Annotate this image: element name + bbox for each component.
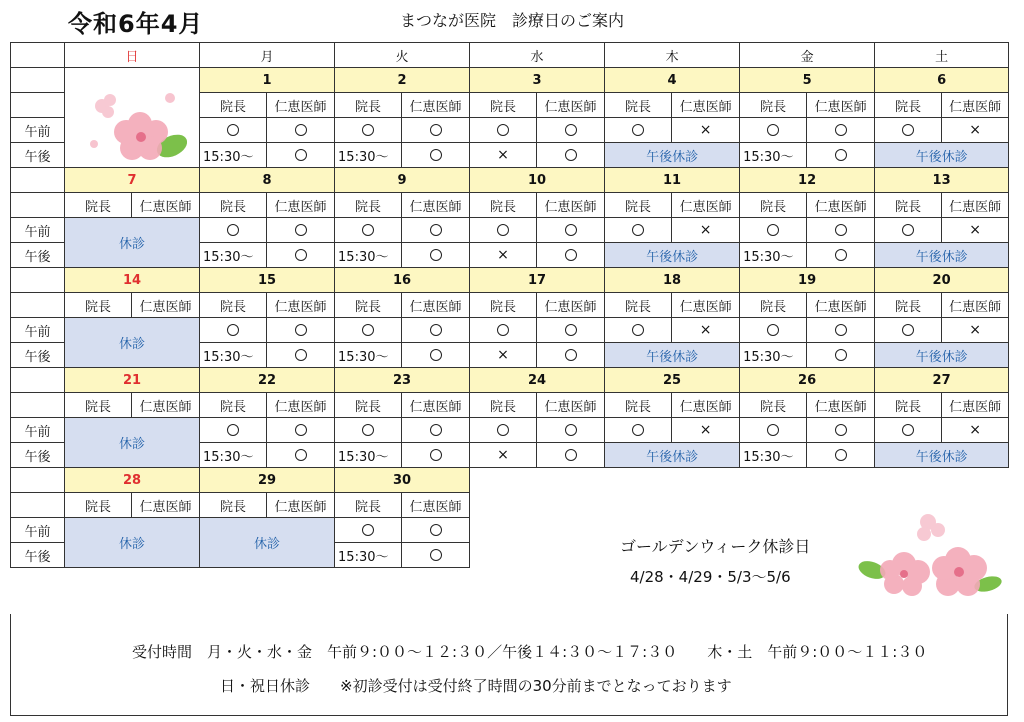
pm-start-time: 15:30〜 — [200, 343, 267, 368]
closed-days-note: 日・祝日休診 ※初診受付は受付終了時間の30分前までとなっております — [220, 677, 732, 695]
available-mark — [902, 224, 914, 236]
available-mark — [632, 324, 644, 336]
pm-start-time: 15:30〜 — [335, 443, 402, 468]
director-label: 院長 — [335, 493, 402, 518]
pm-doctor — [402, 543, 470, 568]
director-label: 院長 — [875, 293, 942, 318]
am-doctor — [672, 118, 740, 143]
date-cell: 3 — [470, 68, 605, 93]
reception-hours: 受付時間 月・火・水・金 午前９:００〜１２:３０／午後１４:３０〜１７:３０ 木・土 午前９:００〜１１:３０ — [132, 643, 928, 661]
closed-cell: 休診 — [200, 518, 335, 568]
date-cell: 24 — [470, 368, 605, 393]
doctor-label: 仁恵医師 — [942, 193, 1009, 218]
unavailable-mark: × — [969, 222, 981, 238]
unavailable-mark: × — [969, 322, 981, 338]
date-cell: 15 — [200, 268, 335, 293]
available-mark — [295, 149, 307, 161]
am-doctor — [942, 418, 1009, 443]
director-label: 院長 — [200, 193, 267, 218]
date-cell: 13 — [875, 168, 1009, 193]
date-cell: 27 — [875, 368, 1009, 393]
director-label: 院長 — [740, 193, 807, 218]
date-cell: 5 — [740, 68, 875, 93]
label-spacer — [11, 93, 65, 118]
am-director — [470, 418, 537, 443]
am-doctor — [807, 218, 875, 243]
director-label: 院長 — [65, 293, 132, 318]
pm-doctor — [267, 143, 335, 168]
director-label: 院長 — [605, 293, 672, 318]
available-mark — [632, 224, 644, 236]
day-header: 月 — [200, 43, 335, 68]
available-mark — [835, 249, 847, 261]
date-cell: 23 — [335, 368, 470, 393]
pm-doctor — [807, 143, 875, 168]
pm-start-time: 15:30〜 — [200, 143, 267, 168]
day-header: 日 — [65, 43, 200, 68]
available-mark — [902, 124, 914, 136]
am-doctor — [267, 418, 335, 443]
pm-start-time: 15:30〜 — [200, 243, 267, 268]
date-cell: 7 — [65, 168, 200, 193]
available-mark — [632, 124, 644, 136]
director-label: 院長 — [335, 393, 402, 418]
available-mark — [565, 349, 577, 361]
am-doctor — [807, 318, 875, 343]
available-mark — [362, 524, 374, 536]
am-doctor — [402, 318, 470, 343]
am-director — [605, 318, 672, 343]
available-mark — [295, 124, 307, 136]
director-label: 院長 — [200, 93, 267, 118]
label-spacer — [11, 493, 65, 518]
unavailable-mark: × — [497, 447, 509, 463]
director-label: 院長 — [875, 393, 942, 418]
director-label: 院長 — [335, 193, 402, 218]
available-mark — [565, 324, 577, 336]
golden-week-dates: 4/28・4/29・5/3〜5/6 — [630, 568, 791, 586]
director-label: 院長 — [470, 393, 537, 418]
doctor-label: 仁恵医師 — [672, 293, 740, 318]
date-cell: 18 — [605, 268, 740, 293]
pm-start-time: 15:30〜 — [740, 343, 807, 368]
am-director — [875, 318, 942, 343]
available-mark — [430, 124, 442, 136]
am-director — [740, 218, 807, 243]
am-doctor — [942, 318, 1009, 343]
label-spacer — [11, 368, 65, 393]
available-mark — [632, 424, 644, 436]
pm-closed-cell: 午後休診 — [875, 443, 1009, 468]
available-mark — [430, 224, 442, 236]
unavailable-mark: × — [497, 147, 509, 163]
pm-doctor — [807, 443, 875, 468]
available-mark — [835, 124, 847, 136]
director-label: 院長 — [335, 93, 402, 118]
available-mark — [565, 149, 577, 161]
am-director — [200, 418, 267, 443]
am-director — [470, 118, 537, 143]
label-spacer — [11, 468, 65, 493]
doctor-label: 仁恵医師 — [672, 193, 740, 218]
director-label: 院長 — [65, 493, 132, 518]
am-director — [335, 218, 402, 243]
director-label: 院長 — [335, 293, 402, 318]
director-label: 院長 — [200, 393, 267, 418]
available-mark — [767, 424, 779, 436]
director-label: 院長 — [200, 493, 267, 518]
available-mark — [835, 224, 847, 236]
available-mark — [497, 224, 509, 236]
pm-start-time: 15:30〜 — [740, 443, 807, 468]
unavailable-mark: × — [969, 122, 981, 138]
am-doctor — [807, 118, 875, 143]
date-cell: 4 — [605, 68, 740, 93]
page-title: 令和6年4月 — [68, 10, 204, 38]
date-cell: 19 — [740, 268, 875, 293]
doctor-label: 仁恵医師 — [267, 193, 335, 218]
director-label: 院長 — [65, 393, 132, 418]
pm-label: 午後 — [11, 343, 65, 368]
corner-cell — [11, 43, 65, 68]
available-mark — [295, 349, 307, 361]
closed-cell: 休診 — [65, 418, 200, 468]
available-mark — [430, 249, 442, 261]
unavailable-mark: × — [699, 322, 712, 338]
available-mark — [430, 524, 442, 536]
label-spacer — [11, 293, 65, 318]
pm-start-time: 15:30〜 — [335, 143, 402, 168]
pm-director — [470, 343, 537, 368]
pm-doctor — [267, 243, 335, 268]
director-label: 院長 — [470, 293, 537, 318]
day-header: 火 — [335, 43, 470, 68]
doctor-label: 仁恵医師 — [267, 93, 335, 118]
am-label: 午前 — [11, 218, 65, 243]
sakura-illustration-top — [80, 84, 192, 174]
doctor-label: 仁恵医師 — [672, 393, 740, 418]
available-mark — [295, 249, 307, 261]
am-director — [605, 418, 672, 443]
am-director — [605, 218, 672, 243]
date-cell: 11 — [605, 168, 740, 193]
doctor-label: 仁恵医師 — [267, 293, 335, 318]
doctor-label: 仁恵医師 — [537, 393, 605, 418]
pm-doctor — [807, 243, 875, 268]
am-director — [335, 418, 402, 443]
director-label: 院長 — [470, 93, 537, 118]
closed-cell: 休診 — [65, 318, 200, 368]
doctor-label: 仁恵医師 — [942, 293, 1009, 318]
available-mark — [767, 124, 779, 136]
date-cell: 30 — [335, 468, 470, 493]
available-mark — [902, 324, 914, 336]
available-mark — [565, 224, 577, 236]
date-cell: 26 — [740, 368, 875, 393]
pm-closed-cell: 午後休診 — [875, 143, 1009, 168]
date-cell: 14 — [65, 268, 200, 293]
doctor-label: 仁恵医師 — [807, 193, 875, 218]
am-label: 午前 — [11, 418, 65, 443]
available-mark — [362, 124, 374, 136]
available-mark — [835, 349, 847, 361]
available-mark — [430, 449, 442, 461]
am-director — [875, 118, 942, 143]
am-doctor — [402, 118, 470, 143]
available-mark — [227, 224, 239, 236]
available-mark — [295, 449, 307, 461]
pm-closed-cell: 午後休診 — [875, 243, 1009, 268]
am-director — [335, 118, 402, 143]
am-director — [875, 418, 942, 443]
pm-closed-cell: 午後休診 — [875, 343, 1009, 368]
doctor-label: 仁恵医師 — [672, 93, 740, 118]
date-cell: 1 — [200, 68, 335, 93]
director-label: 院長 — [605, 193, 672, 218]
available-mark — [227, 324, 239, 336]
doctor-label: 仁恵医師 — [132, 493, 200, 518]
pm-doctor — [402, 143, 470, 168]
doctor-label: 仁恵医師 — [132, 393, 200, 418]
pm-doctor — [267, 343, 335, 368]
am-doctor — [807, 418, 875, 443]
am-director — [605, 118, 672, 143]
am-doctor — [402, 418, 470, 443]
am-doctor — [537, 218, 605, 243]
date-cell: 25 — [605, 368, 740, 393]
pm-doctor — [267, 443, 335, 468]
available-mark — [767, 324, 779, 336]
director-label: 院長 — [605, 93, 672, 118]
available-mark — [227, 124, 239, 136]
golden-week-title: ゴールデンウィーク休診日 — [620, 537, 811, 556]
am-director — [740, 318, 807, 343]
day-header: 金 — [740, 43, 875, 68]
pm-doctor — [537, 243, 605, 268]
am-director — [470, 318, 537, 343]
director-label: 院長 — [875, 193, 942, 218]
unavailable-mark: × — [699, 222, 712, 238]
pm-closed-cell: 午後休診 — [605, 343, 740, 368]
am-label: 午前 — [11, 118, 65, 143]
day-header: 土 — [875, 43, 1009, 68]
am-doctor — [672, 418, 740, 443]
am-doctor — [537, 118, 605, 143]
director-label: 院長 — [740, 393, 807, 418]
doctor-label: 仁恵医師 — [402, 293, 470, 318]
date-cell: 10 — [470, 168, 605, 193]
date-cell: 21 — [65, 368, 200, 393]
pm-doctor — [537, 443, 605, 468]
date-cell: 8 — [200, 168, 335, 193]
label-spacer — [11, 168, 65, 193]
doctor-label: 仁恵医師 — [942, 93, 1009, 118]
unavailable-mark: × — [699, 422, 712, 438]
am-doctor — [942, 218, 1009, 243]
am-doctor — [537, 418, 605, 443]
available-mark — [295, 424, 307, 436]
label-spacer — [11, 68, 65, 93]
pm-label: 午後 — [11, 243, 65, 268]
am-director — [335, 318, 402, 343]
doctor-label: 仁恵医師 — [537, 293, 605, 318]
am-doctor — [267, 318, 335, 343]
doctor-label: 仁恵医師 — [267, 393, 335, 418]
am-doctor — [267, 218, 335, 243]
pm-doctor — [537, 143, 605, 168]
am-director — [740, 418, 807, 443]
pm-director — [470, 443, 537, 468]
am-director — [875, 218, 942, 243]
pm-closed-cell: 午後休診 — [605, 243, 740, 268]
am-doctor — [672, 318, 740, 343]
available-mark — [565, 449, 577, 461]
am-director — [335, 518, 402, 543]
director-label: 院長 — [740, 293, 807, 318]
date-cell: 28 — [65, 468, 200, 493]
sakura-illustration-bottom — [858, 510, 1008, 602]
pm-label: 午後 — [11, 543, 65, 568]
golden-week-area — [470, 468, 1009, 493]
date-cell: 17 — [470, 268, 605, 293]
doctor-label: 仁恵医師 — [402, 193, 470, 218]
unavailable-mark: × — [969, 422, 981, 438]
available-mark — [295, 324, 307, 336]
available-mark — [565, 424, 577, 436]
am-label: 午前 — [11, 318, 65, 343]
doctor-label: 仁恵医師 — [402, 393, 470, 418]
available-mark — [295, 224, 307, 236]
available-mark — [767, 224, 779, 236]
pm-start-time: 15:30〜 — [200, 443, 267, 468]
am-doctor — [672, 218, 740, 243]
available-mark — [362, 324, 374, 336]
footer-box — [10, 614, 1008, 716]
available-mark — [430, 549, 442, 561]
doctor-label: 仁恵医師 — [132, 193, 200, 218]
available-mark — [362, 224, 374, 236]
pm-doctor — [402, 443, 470, 468]
doctor-label: 仁恵医師 — [132, 293, 200, 318]
available-mark — [497, 124, 509, 136]
am-director — [470, 218, 537, 243]
pm-start-time: 15:30〜 — [335, 243, 402, 268]
am-doctor — [537, 318, 605, 343]
available-mark — [835, 149, 847, 161]
available-mark — [430, 349, 442, 361]
am-label: 午前 — [11, 518, 65, 543]
day-header: 水 — [470, 43, 605, 68]
am-doctor — [942, 118, 1009, 143]
unavailable-mark: × — [497, 347, 509, 363]
am-director — [740, 118, 807, 143]
pm-start-time: 15:30〜 — [335, 343, 402, 368]
pm-doctor — [807, 343, 875, 368]
available-mark — [835, 324, 847, 336]
label-spacer — [11, 193, 65, 218]
available-mark — [565, 249, 577, 261]
available-mark — [430, 324, 442, 336]
available-mark — [362, 424, 374, 436]
doctor-label: 仁恵医師 — [807, 93, 875, 118]
doctor-label: 仁恵医師 — [402, 93, 470, 118]
date-cell: 9 — [335, 168, 470, 193]
doctor-label: 仁恵医師 — [942, 393, 1009, 418]
available-mark — [430, 149, 442, 161]
available-mark — [497, 324, 509, 336]
pm-closed-cell: 午後休診 — [605, 443, 740, 468]
pm-label: 午後 — [11, 443, 65, 468]
clinic-subtitle: まつなが医院 診療日のご案内 — [400, 11, 625, 30]
pm-director — [470, 243, 537, 268]
label-spacer — [11, 268, 65, 293]
pm-start-time: 15:30〜 — [740, 243, 807, 268]
pm-doctor — [402, 243, 470, 268]
date-cell: 22 — [200, 368, 335, 393]
doctor-label: 仁恵医師 — [807, 293, 875, 318]
director-label: 院長 — [200, 293, 267, 318]
date-cell: 12 — [740, 168, 875, 193]
doctor-label: 仁恵医師 — [267, 493, 335, 518]
available-mark — [497, 424, 509, 436]
available-mark — [565, 124, 577, 136]
closed-cell: 休診 — [65, 218, 200, 268]
pm-start-time: 15:30〜 — [335, 543, 402, 568]
date-cell: 29 — [200, 468, 335, 493]
date-cell: 20 — [875, 268, 1009, 293]
available-mark — [227, 424, 239, 436]
am-doctor — [402, 518, 470, 543]
director-label: 院長 — [740, 93, 807, 118]
label-spacer — [11, 393, 65, 418]
pm-start-time: 15:30〜 — [740, 143, 807, 168]
pm-director — [470, 143, 537, 168]
date-cell: 2 — [335, 68, 470, 93]
day-header: 木 — [605, 43, 740, 68]
doctor-label: 仁恵医師 — [537, 193, 605, 218]
pm-label: 午後 — [11, 143, 65, 168]
am-director — [200, 218, 267, 243]
doctor-label: 仁恵医師 — [402, 493, 470, 518]
available-mark — [835, 424, 847, 436]
am-director — [200, 318, 267, 343]
available-mark — [430, 424, 442, 436]
unavailable-mark: × — [497, 247, 509, 263]
am-doctor — [402, 218, 470, 243]
pm-doctor — [402, 343, 470, 368]
pm-closed-cell: 午後休診 — [605, 143, 740, 168]
director-label: 院長 — [65, 193, 132, 218]
director-label: 院長 — [875, 93, 942, 118]
director-label: 院長 — [470, 193, 537, 218]
director-label: 院長 — [605, 393, 672, 418]
available-mark — [902, 424, 914, 436]
doctor-label: 仁恵医師 — [807, 393, 875, 418]
pm-doctor — [537, 343, 605, 368]
unavailable-mark: × — [699, 122, 712, 138]
available-mark — [835, 449, 847, 461]
date-cell: 6 — [875, 68, 1009, 93]
date-cell: 16 — [335, 268, 470, 293]
am-director — [200, 118, 267, 143]
doctor-label: 仁恵医師 — [537, 93, 605, 118]
closed-cell: 休診 — [65, 518, 200, 568]
am-doctor — [267, 118, 335, 143]
